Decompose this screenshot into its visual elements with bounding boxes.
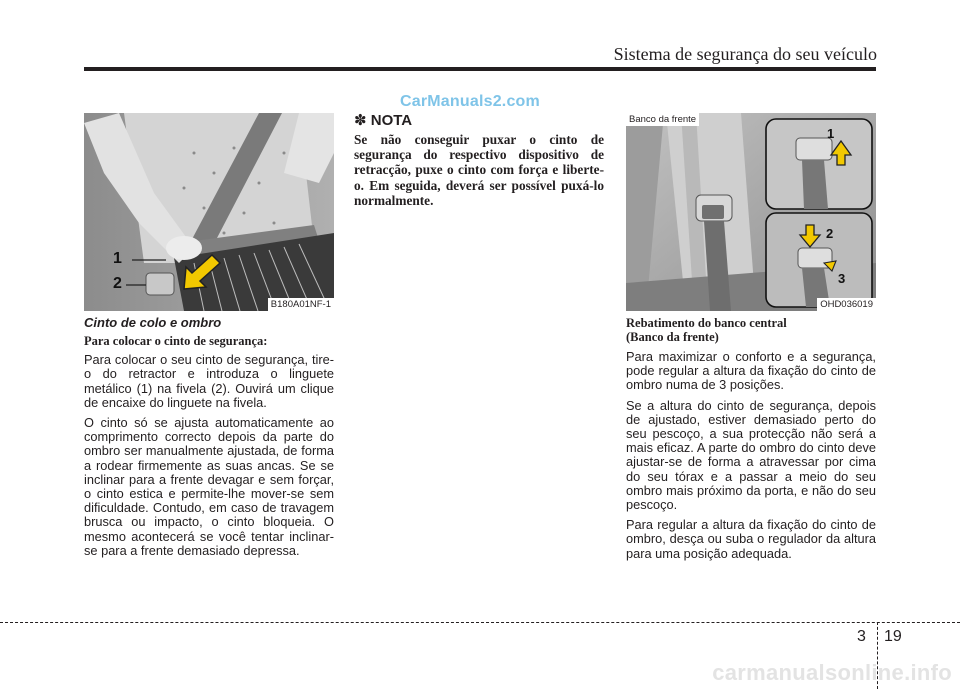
heading-line-2: (Banco da frente) [626,330,719,344]
figure-caption: Cinto de colo e ombro [84,315,222,330]
belt-height-adjuster-photo [626,113,876,311]
note-box [354,111,604,208]
subheading: Para colocar o cinto de segurança: [84,334,268,349]
right-column-text [626,316,876,561]
note-heading [354,111,604,129]
page-number: 19 [884,628,902,645]
note-title: NOTA [370,112,413,129]
paragraph: Para regular a altura da fixação do cinto de ombro, desça ou suba o regulador da altura para uma posição adequada. [626,517,876,561]
paragraph: Se a altura do cinto de segurança, depois de ajustado, estiver demasiado perto do seu pescoço, a sua protecção não será a mais eficaz. A parte do ombro do cinto deve ajustar-se de forma a atravessar por cima do seu tórax e a passar a meio do seu ombro mais próximo da porta, e não do seu pescoço. [626,397,876,513]
chapter-number: 3 [857,628,866,645]
footer-rule [0,622,960,623]
figure-code: B180A01NF-1 [268,298,334,311]
seatbelt-fastening-photo [84,113,334,311]
callout-2: 2 [826,226,834,241]
section-heading [626,316,876,344]
paragraph: Para colocar o seu cinto de segurança, tire-o do retractor e introduza o linguete metálico (1) na fivela (2). Ouvirá um clique de encaixe do linguete na fivela. [84,352,334,410]
callout-3: 3 [838,271,846,286]
figure-label: Banco da frente [626,113,699,126]
note-body: Se não conseguir puxar o cinto de segurança do respectivo dispositivo de retracção, puxe o cinto com força e liberte-o. Em seguida, deverá ser possível puxá-lo normalmente. [354,132,604,208]
header-rule [84,67,876,71]
callout-2: 2 [113,275,122,292]
watermark-top[interactable]: CarManuals2.com [400,93,540,110]
heading-line-1: Rebatimento do banco central [626,316,787,330]
watermark-bottom[interactable]: carmanualsonline.info [712,660,952,685]
callout-1: 1 [827,126,835,141]
section-title: Sistema de segurança do seu veículo [613,44,877,64]
figure-code: OHD036019 [817,298,876,311]
callout-1: 1 [113,250,122,267]
note-symbol-icon: ✽ [354,112,367,129]
paragraph: O cinto só se ajusta automaticamente ao comprimento correcto depois da parte do ombro ser manualmente ajustada, de forma a rodear firmemente as suas ancas. Se se inclinar para a frente devagar e sem forçar, o cinto estica e permite-lhe mover-se sem dificuldade. Contudo, em caso de travagem brusca ou impacto, o cinto bloqueia. O mesmo acontecerá se você tentar inclinar-se para a frente demasiado depressa. [84,415,334,558]
paragraph: Para maximizar o conforto e a segurança, pode regular a altura da fixação do cinto de ombro numa de 3 posições. [626,349,876,393]
left-column-text [84,316,334,558]
